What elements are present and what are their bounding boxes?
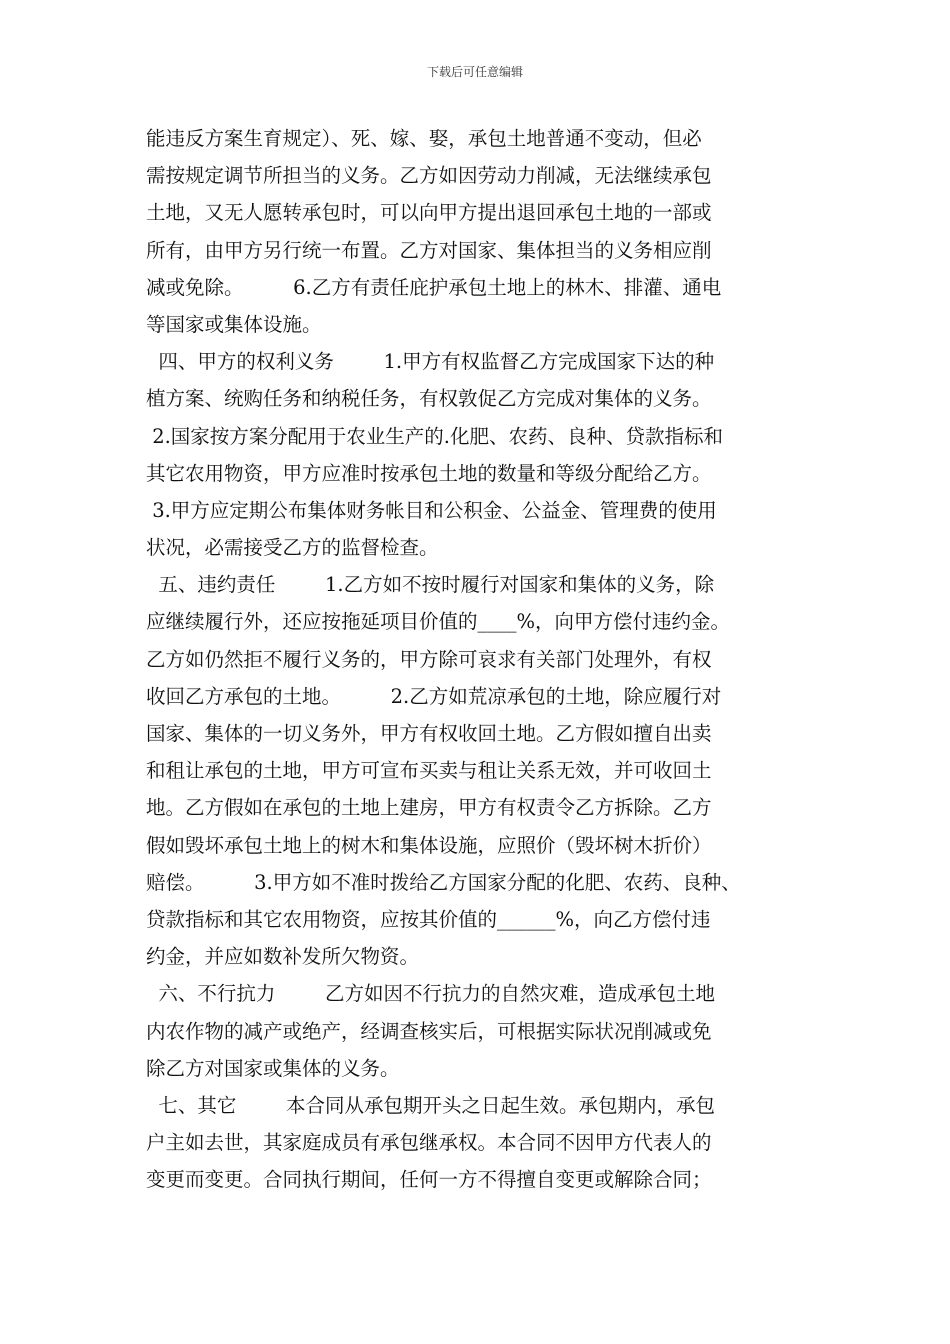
text-line: 能违反方案生育规定）、死、嫁、娶，承包土地普通不变动，但必 [146, 127, 702, 150]
text-line: 国家、集体的一切义务外，甲方有权收回土地。乙方假如擅自出卖 [146, 722, 712, 745]
text-line: 土地，又无人愿转承包时，可以向甲方提出退回承包土地的一部或 [146, 201, 712, 225]
text-line: 变更而变更。合同执行期间，任何一方不得擅自变更或解除合同； [146, 1168, 712, 1192]
text-line: 地。乙方假如在承包的土地上建房，甲方有权责令乙方拆除。乙方 [146, 796, 712, 820]
text-line: 贷款指标和其它农用物资，应按其价值的______%，向乙方偿付违 [146, 907, 711, 931]
text-line: 状况，必需接受乙方的监督检查。 [146, 536, 439, 560]
text-line: 2.国家按方案分配用于农业生产的.化肥、农药、良种、贷款指标和 [146, 424, 724, 448]
text-line: 除乙方对国家或集体的义务。 [146, 1056, 400, 1080]
text-line: 收回乙方承包的土地。 2.乙方如荒凉承包的土地，除应履行对 [146, 684, 722, 708]
text-line: 假如毁坏承包土地上的树木和集体设施，应照价（毁坏树木折价） [146, 833, 712, 857]
text-line: 赔偿。 3.甲方如不准时拨给乙方国家分配的化肥、农药、良种、 [146, 870, 741, 894]
section-heading-line: 七、其它 本合同从承包期开头之日起生效。承包期内，承包 [146, 1093, 715, 1117]
text-line: 其它农用物资，甲方应准时按承包土地的数量和等级分配给乙方。 [146, 461, 712, 485]
page-header: 下载后可任意编辑 [426, 65, 523, 79]
text-line: 3.甲方应定期公布集体财务帐目和公积金、公益金、管理费的使用 [146, 498, 717, 522]
text-line: 约金，并应如数补发所欠物资。 [146, 945, 420, 969]
text-line: 内农作物的减产或绝产，经调查核实后，可根据实际状况削减或免 [146, 1019, 712, 1043]
text-line: 户主如去世，其家庭成员有承包继承权。本合同不因甲方代表人的 [146, 1131, 712, 1155]
section-heading-line: 五、违约责任 1.乙方如不按时履行对国家和集体的义务，除 [146, 573, 715, 597]
text-line: 乙方如仍然拒不履行义务的，甲方除可哀求有关部门处理外，有权 [146, 647, 712, 671]
text-line: 需按规定调节所担当的义务。乙方如因劳动力削减，无法继续承包 [146, 164, 712, 188]
section-heading-line: 六、不行抗力 乙方如因不行抗力的自然灾难，造成承包土地 [146, 982, 715, 1006]
text-line: 应继续履行外，还应按拖延项目价值的____%，向甲方偿付违约金。 [146, 610, 731, 634]
text-line: 所有，由甲方另行统一布置。乙方对国家、集体担当的义务相应削 [146, 238, 712, 262]
text-line: 等国家或集体设施。 [146, 312, 322, 336]
contract-body [146, 120, 816, 1198]
text-line: 植方案、统购任务和纳税任务，有权敦促乙方完成对集体的义务。 [146, 387, 712, 411]
section-heading-line: 四、甲方的权利义务 1.甲方有权监督乙方完成国家下达的种 [146, 350, 715, 374]
text-line: 和租让承包的土地，甲方可宣布买卖与租让关系无效，并可收回土 [146, 759, 712, 783]
text-line: 减或免除。 6.乙方有责任庇护承包土地上的林木、排灌、通电 [146, 275, 722, 299]
